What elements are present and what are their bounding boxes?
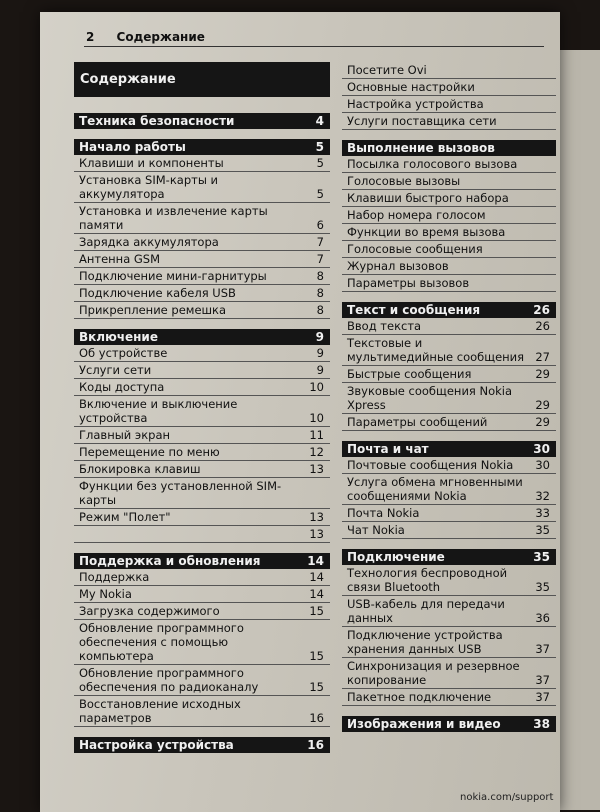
toc-entry [74,461,330,478]
next-page-edge [556,50,600,810]
book-page [40,12,560,812]
toc-entry [74,478,330,509]
entry-title: Технология беспроводной связи Bluetooth [347,566,508,594]
section-title: Выполнение вызовов [347,141,495,155]
entry-title: Посетите Ovi [347,63,427,77]
section-title: Настройка устройства [79,738,234,752]
section-title: Почта и чат [347,442,429,456]
entry-page: 8 [316,286,324,300]
entry-title: USB-кабель для передачи данных [347,597,505,625]
entry-title: Зарядка аккумулятора [79,235,219,249]
entry-page: 16 [309,711,324,725]
entry-title: Ввод текста [347,319,422,333]
entry-title: Журнал вызовов [347,259,449,273]
toc-entry [342,62,556,79]
toc-entry [342,414,556,431]
toc-column-right [342,62,556,742]
entry-title: Главный экран [79,428,171,442]
toc-entry [342,241,556,258]
toc-entry [342,505,556,522]
entry-title: Почтовые сообщения Nokia [347,458,514,472]
toc-entry [342,96,556,113]
entry-page: 5 [316,187,324,201]
entry-page: 13 [309,462,324,476]
entry-page: 11 [309,428,324,442]
entry-title: Услуга обмена мгновенными сообщениями Nokia [347,475,523,503]
section-page: 16 [307,738,324,752]
entry-page: 14 [309,587,324,601]
toc-entry [74,268,330,285]
toc-section [342,302,556,431]
entry-title: Обновление программного обеспечения по радиоканалу [79,666,259,694]
entry-title: My Nokia [79,587,132,601]
toc-entry [342,258,556,275]
entry-title: Чат Nokia [347,523,405,537]
toc-section [74,553,330,727]
entry-page: 15 [309,649,324,663]
toc-entry [74,396,330,427]
entry-title: Быстрые сообщения [347,367,472,381]
toc-entry [74,345,330,362]
entry-page: 27 [535,350,550,364]
entry-title: Голосовые вызовы [347,174,461,188]
entry-title: Поддержка [79,570,150,584]
entry-title: Клавиши и компоненты [79,156,224,170]
entry-title: Текстовые и мультимедийные сообщения [347,336,525,364]
section-title: Включение [79,330,158,344]
entry-title: Подключение кабеля USB [79,286,236,300]
entry-page: 32 [535,489,550,503]
entry-title: Подключение мини-гарнитуры [79,269,267,283]
toc-entry [342,383,556,414]
toc-entry [74,444,330,461]
entry-title: Функции без установленной SIM-карты [79,479,282,507]
section-page: 30 [533,442,550,456]
entry-page: 7 [316,252,324,266]
toc-entry [74,526,330,543]
toc-section [74,737,330,753]
section-heading [342,302,556,318]
header-title: Содержание [116,30,205,44]
toc-entry [74,586,330,603]
toc-entry [342,173,556,190]
toc-entry [74,603,330,620]
section-heading [74,139,330,155]
header-rule [84,46,544,47]
toc-entry [74,155,330,172]
section-page: 4 [315,114,324,128]
entry-title: Восстановление исходных параметров [79,697,241,725]
entry-title: Загрузка содержимого [79,604,220,618]
entry-title: Пакетное подключение [347,690,492,704]
entry-page: 30 [535,458,550,472]
entry-page: 9 [316,346,324,360]
section-title: Подключение [347,550,445,564]
section-heading [74,113,330,129]
toc-entry [342,190,556,207]
toc-entry [342,318,556,335]
entry-page: 35 [535,523,550,537]
toc-entry [342,275,556,292]
entry-title: Звуковые сообщения Nokia Xpress [347,384,513,412]
toc-entry [74,509,330,526]
toc-entry [342,596,556,627]
toc-section [342,140,556,292]
entry-page: 26 [535,319,550,333]
section-heading [342,716,556,732]
entry-page: 29 [535,367,550,381]
toc-entry [74,379,330,396]
section-page: 9 [315,330,324,344]
entry-page: 36 [535,611,550,625]
entry-title: Услуги поставщика сети [347,114,497,128]
toc-entry [74,620,330,665]
section-title: Текст и сообщения [347,303,481,317]
entry-page: 10 [309,411,324,425]
entry-title: Режим "Полет" [79,510,171,524]
entry-title: Набор номера голосом [347,208,486,222]
section-heading [74,737,330,753]
entry-title: Голосовые сообщения [347,242,483,256]
entry-title: Прикрепление ремешка [79,303,227,317]
entry-page: 10 [309,380,324,394]
section-page: 38 [533,717,550,731]
toc-entry [74,251,330,268]
toc-entry [342,224,556,241]
entry-title: Параметры вызовов [347,276,470,290]
entry-title: Установка SIM-карты и аккумулятора [79,173,219,201]
entry-title: Основные настройки [347,80,475,94]
toc-section [74,329,330,543]
toc-entry [342,79,556,96]
toc-entry [74,203,330,234]
section-heading [342,140,556,156]
entry-page: 35 [535,580,550,594]
toc-entry [74,172,330,203]
entry-page: 37 [535,673,550,687]
entry-title: Услуги сети [79,363,152,377]
entry-page: 15 [309,604,324,618]
entry-title: Установка и извлечение карты памяти [79,204,268,232]
section-title: Изображения и видео [347,717,501,731]
entry-title: Блокировка клавиш [79,462,201,476]
section-page: 5 [315,140,324,154]
toc-entry [342,156,556,173]
section-page: 14 [307,554,324,568]
section-title: Начало работы [79,140,186,154]
toc-section [342,716,556,732]
entry-title: Параметры сообщений [347,415,488,429]
entry-page: 5 [316,156,324,170]
entry-title: Перемещение по меню [79,445,220,459]
entry-page: 37 [535,642,550,656]
toc-entry [74,302,330,319]
entry-page: 37 [535,690,550,704]
toc-entry [74,665,330,696]
entry-title: Функции во время вызова [347,225,506,239]
section-heading [342,441,556,457]
page-number: 2 [86,30,95,44]
toc-entry [342,113,556,130]
toc-entry [74,569,330,586]
entry-page: 15 [309,680,324,694]
toc-entry [342,457,556,474]
toc-entry [342,366,556,383]
toc-section [342,62,556,130]
section-heading [342,549,556,565]
section-title: Поддержка и обновления [79,554,261,568]
entry-page: 6 [316,218,324,232]
entry-title: Настройка устройства [347,97,484,111]
toc-entry [74,285,330,302]
toc-entry [74,427,330,444]
toc-entry [342,207,556,224]
toc-column-left [74,62,330,763]
entry-page: 29 [535,398,550,412]
entry-page: 29 [535,415,550,429]
toc-section [74,113,330,129]
entry-title: Антенна GSM [79,252,161,266]
entry-page: 33 [535,506,550,520]
entry-page: 12 [309,445,324,459]
entry-title: Об устройстве [79,346,168,360]
toc-entry [74,696,330,727]
entry-title: Включение и выключение устройства [79,397,238,425]
toc-entry [342,658,556,689]
entry-title: Подключение устройства хранения данных USB [347,628,503,656]
toc-entry [342,335,556,366]
footer-url: nokia.com/support [460,792,554,803]
entry-title: Почта Nokia [347,506,420,520]
entry-page: 14 [309,570,324,584]
toc-entry [74,362,330,379]
entry-title: Обновление программного обеспечения с помощью компьютера [79,621,244,663]
entry-title: Посылка голосового вызова [347,157,518,171]
entry-title: Клавиши быстрого набора [347,191,509,205]
section-page: 35 [533,550,550,564]
toc-section [342,549,556,706]
entry-page: 7 [316,235,324,249]
entry-page: 8 [316,303,324,317]
toc-title: Содержание [74,62,330,97]
section-heading [74,553,330,569]
toc-entry [342,522,556,539]
entry-title: Коды доступа [79,380,165,394]
entry-page: 13 [309,527,324,541]
toc-section [74,139,330,319]
toc-section [342,441,556,539]
entry-title: Синхронизация и резервное копирование [347,659,520,687]
section-title: Техника безопасности [79,114,235,128]
page-header [86,30,205,44]
toc-entry [342,474,556,505]
section-heading [74,329,330,345]
entry-page: 9 [316,363,324,377]
toc-entry [342,627,556,658]
toc-entry [74,234,330,251]
toc-entry [342,565,556,596]
entry-page: 13 [309,510,324,524]
section-page: 26 [533,303,550,317]
entry-page: 8 [316,269,324,283]
toc-entry [342,689,556,706]
